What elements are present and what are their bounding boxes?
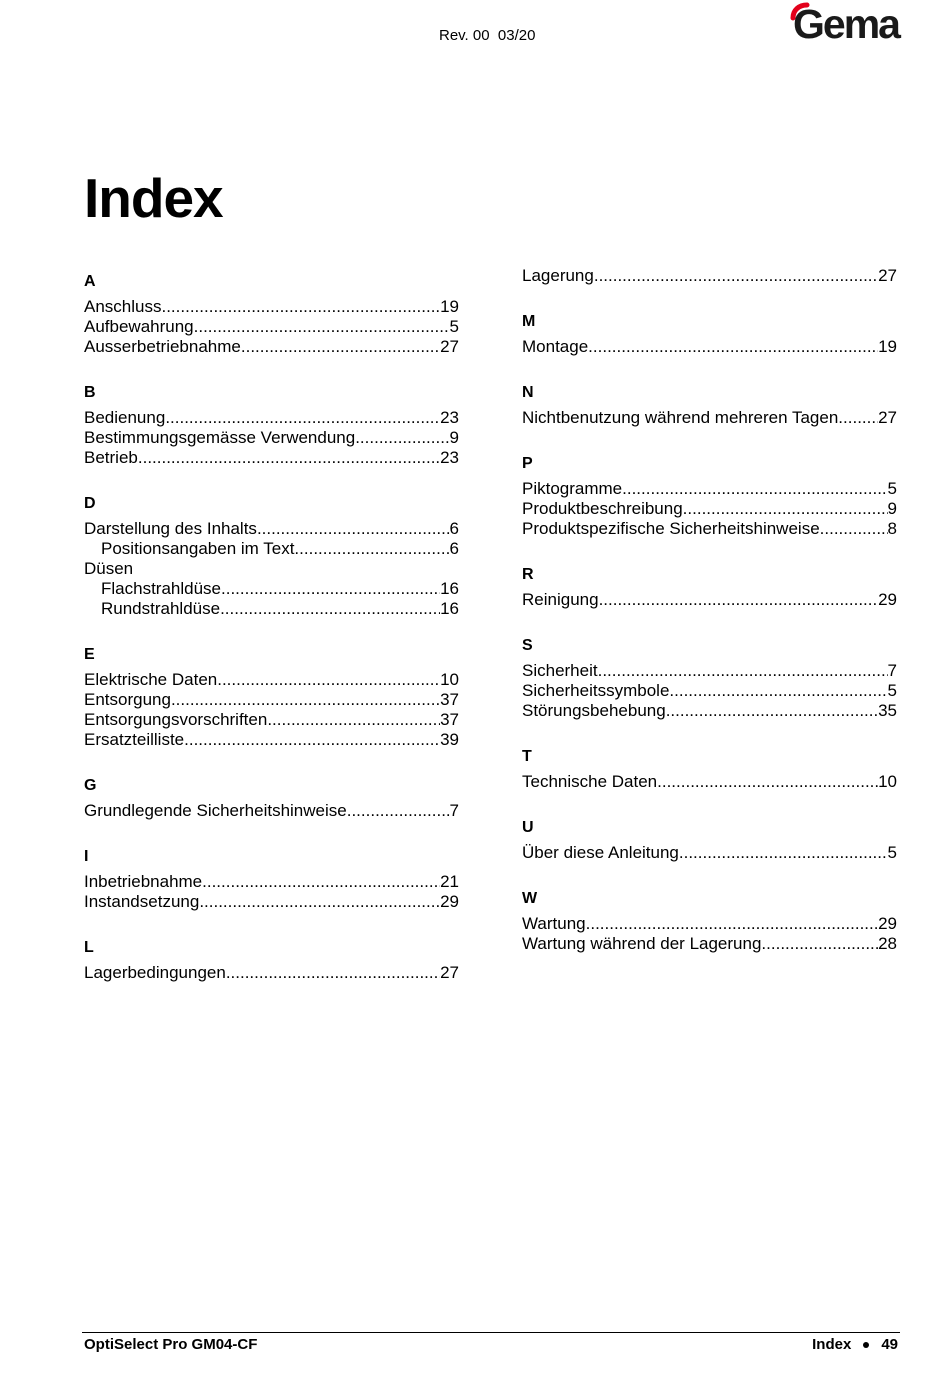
index-entry-label: Bedienung	[84, 408, 166, 427]
index-entry-page: 29	[878, 590, 897, 609]
index-entry-page: 23	[440, 408, 459, 427]
index-entry-page: 6	[449, 519, 459, 538]
index-letter-heading: P	[522, 455, 533, 472]
dot-leader	[598, 661, 888, 681]
index-entry-page: 5	[887, 479, 897, 498]
index-entry-page: 10	[440, 670, 459, 689]
index-entry[interactable]	[84, 408, 459, 428]
index-group	[84, 841, 459, 912]
dot-leader	[347, 801, 450, 821]
dot-leader	[184, 730, 440, 750]
index-letter-heading: U	[522, 819, 534, 836]
index-entry[interactable]	[84, 892, 459, 912]
index-entry-label: Lagerung	[522, 266, 594, 285]
index-entry[interactable]	[84, 963, 459, 983]
dot-leader	[194, 317, 450, 337]
index-entry[interactable]	[522, 519, 897, 539]
index-entry-label: Technische Daten	[522, 772, 658, 791]
dot-leader	[666, 701, 878, 721]
index-group	[84, 266, 459, 357]
dot-leader	[267, 710, 440, 730]
index-letter-heading: T	[522, 748, 532, 765]
index-group	[522, 741, 897, 792]
index-entry-page: 21	[440, 872, 459, 891]
dot-leader	[586, 914, 878, 934]
index-letter-heading: G	[84, 777, 97, 794]
dot-leader	[838, 408, 878, 428]
footer-divider	[82, 1332, 900, 1333]
index-entry-page: 5	[887, 681, 897, 700]
index-letter-heading: A	[84, 273, 96, 290]
index-entry[interactable]	[522, 661, 897, 681]
index-entry-label: Wartung während der Lagerung	[522, 934, 762, 953]
index-entry-page: 39	[440, 730, 459, 749]
index-entry-page: 9	[449, 428, 459, 447]
dot-leader	[199, 892, 440, 912]
dot-leader	[221, 579, 440, 599]
index-group	[84, 377, 459, 468]
index-entry-page: 37	[440, 710, 459, 729]
index-group	[84, 932, 459, 983]
index-entry-page: 29	[878, 914, 897, 933]
dot-leader	[657, 772, 878, 792]
dot-leader	[257, 519, 450, 539]
index-entry-label: Instandsetzung	[84, 892, 200, 911]
index-letter-heading: N	[522, 384, 534, 401]
index-entry-page: 16	[440, 599, 459, 618]
index-entry[interactable]	[84, 448, 459, 468]
index-entry[interactable]	[522, 266, 897, 286]
dot-leader	[226, 963, 440, 983]
index-entry-page: 10	[878, 772, 897, 791]
index-entry[interactable]	[84, 428, 459, 448]
footer-page-info	[812, 1336, 898, 1353]
index-entry[interactable]	[84, 317, 459, 337]
index-entry[interactable]	[522, 479, 897, 499]
index-entry[interactable]	[522, 499, 897, 519]
index-entry-label: Störungsbehebung	[522, 701, 666, 720]
index-entry-label: Entsorgung	[84, 690, 171, 709]
dot-leader	[138, 448, 440, 468]
index-entry-label: Aufbewahrung	[84, 317, 194, 336]
index-subentry[interactable]	[84, 599, 459, 619]
index-entry-page: 7	[449, 801, 459, 820]
index-entry-page: 16	[440, 579, 459, 598]
index-group	[84, 639, 459, 750]
index-group	[522, 448, 897, 539]
index-column-right	[522, 266, 897, 974]
dot-leader	[761, 934, 878, 954]
index-entry-page: 6	[449, 539, 459, 558]
index-entry[interactable]	[84, 337, 459, 357]
dot-leader	[679, 843, 888, 863]
index-group	[522, 559, 897, 610]
index-entry-label: Bestimmungsgemässe Verwendung	[84, 428, 356, 447]
index-entry-page: 19	[878, 337, 897, 356]
index-entry-label: Piktogramme	[522, 479, 623, 498]
index-entry[interactable]	[84, 559, 459, 579]
index-entry-page: 5	[449, 317, 459, 336]
index-entry[interactable]	[522, 337, 897, 357]
index-letter-heading: B	[84, 384, 96, 401]
index-entry[interactable]	[522, 701, 897, 721]
index-entry-label: Entsorgungsvorschriften	[84, 710, 268, 729]
index-entry-label: Nichtbenutzung während mehreren Tagen	[522, 408, 839, 427]
dot-leader	[220, 599, 440, 619]
dot-leader	[355, 428, 449, 448]
footer-product-name: OptiSelect Pro GM04-CF	[84, 1336, 258, 1353]
index-entry-page: 28	[878, 934, 897, 953]
index-entry[interactable]	[522, 843, 897, 863]
index-entry-label: Flachstrahldüse	[101, 579, 222, 598]
index-entry[interactable]	[522, 934, 897, 954]
index-entry-page: 37	[440, 690, 459, 709]
index-entry[interactable]	[522, 590, 897, 610]
dot-leader	[622, 479, 887, 499]
index-group	[522, 630, 897, 721]
dot-leader	[161, 297, 440, 317]
index-subentry[interactable]	[84, 579, 459, 599]
index-entry-label: Grundlegende Sicherheitshinweise	[84, 801, 347, 820]
index-entry-page: 23	[440, 448, 459, 467]
index-entry-label: Darstellung des Inhalts	[84, 519, 257, 538]
index-letter-heading: L	[84, 939, 94, 956]
dot-leader	[599, 590, 879, 610]
index-entry-page: 7	[887, 661, 897, 680]
index-letter-heading: I	[84, 848, 89, 865]
index-entry-label: Über diese Anleitung	[522, 843, 679, 862]
index-entry[interactable]	[84, 730, 459, 750]
index-entry-page: 27	[878, 266, 897, 285]
index-group	[522, 883, 897, 954]
index-letter-heading: S	[522, 637, 533, 654]
dot-leader	[669, 681, 887, 701]
dot-leader	[683, 499, 888, 519]
index-entry-page: 8	[887, 519, 897, 538]
index-group	[522, 377, 897, 428]
index-letter-heading: W	[522, 890, 538, 907]
logo-text: Gema	[793, 1, 899, 47]
index-group	[522, 266, 897, 286]
index-entry[interactable]	[84, 710, 459, 730]
index-group	[84, 488, 459, 619]
index-entry-page: 19	[440, 297, 459, 316]
index-letter-heading: E	[84, 646, 95, 663]
index-entry-label: Inbetriebnahme	[84, 872, 203, 891]
index-entry[interactable]	[522, 408, 897, 428]
index-entry[interactable]	[84, 690, 459, 710]
bullet-icon	[863, 1342, 869, 1348]
index-entry-page: 27	[878, 408, 897, 427]
index-entry-label: Reinigung	[522, 590, 599, 609]
index-entry[interactable]	[84, 801, 459, 821]
index-entry-page: 27	[440, 337, 459, 356]
dot-leader	[241, 337, 440, 357]
index-entry-page: 27	[440, 963, 459, 982]
index-entry-page: 29	[440, 892, 459, 911]
index-entry-label: Lagerbedingungen	[84, 963, 226, 982]
index-entry-page: 9	[887, 499, 897, 518]
index-entry-page: 5	[887, 843, 897, 862]
index-entry[interactable]	[522, 914, 897, 934]
index-letter-heading: M	[522, 313, 536, 330]
index-group	[522, 306, 897, 357]
index-entry-label: Produktspezifische Sicherheitshinweise	[522, 519, 820, 538]
index-entry-label: Montage	[522, 337, 589, 356]
index-group	[84, 770, 459, 821]
dot-leader	[171, 690, 440, 710]
index-entry-label: Produktbeschreibung	[522, 499, 683, 518]
dot-leader	[202, 872, 440, 892]
index-column-left	[84, 266, 459, 1003]
index-entry-label: Sicherheitssymbole	[522, 681, 670, 700]
gema-logo	[789, 2, 901, 46]
index-entry-label: Betrieb	[84, 448, 138, 467]
index-entry[interactable]	[84, 519, 459, 539]
index-entry-label: Anschluss	[84, 297, 162, 316]
dot-leader	[820, 519, 888, 539]
index-entry-page: 35	[878, 701, 897, 720]
revision-label: Rev. 00 03/20	[439, 27, 536, 44]
dot-leader	[217, 670, 440, 690]
index-letter-heading: R	[522, 566, 534, 583]
index-entry-label: Rundstrahldüse	[101, 599, 221, 618]
index-entry[interactable]	[522, 681, 897, 701]
index-group	[522, 812, 897, 863]
index-entry-label: Ersatzteilliste	[84, 730, 185, 749]
index-entry-label: Düsen	[84, 559, 134, 578]
page-title: Index	[84, 167, 223, 229]
index-entry-label: Sicherheit	[522, 661, 598, 680]
dot-leader	[165, 408, 440, 428]
index-letter-heading: D	[84, 495, 96, 512]
footer-section: Index	[812, 1336, 852, 1353]
dot-leader	[294, 539, 449, 559]
index-entry-label: Ausserbetriebnahme	[84, 337, 241, 356]
footer-page-number: 49	[881, 1336, 898, 1353]
index-entry-label: Positionsangaben im Text	[101, 539, 295, 558]
index-entry-label: Elektrische Daten	[84, 670, 218, 689]
index-entry-label: Wartung	[522, 914, 586, 933]
dot-leader	[588, 337, 878, 357]
index-entry[interactable]	[84, 297, 459, 317]
dot-leader	[594, 266, 878, 286]
index-entry[interactable]	[84, 872, 459, 892]
index-entry[interactable]	[522, 772, 897, 792]
index-subentry[interactable]	[84, 539, 459, 559]
index-entry[interactable]	[84, 670, 459, 690]
